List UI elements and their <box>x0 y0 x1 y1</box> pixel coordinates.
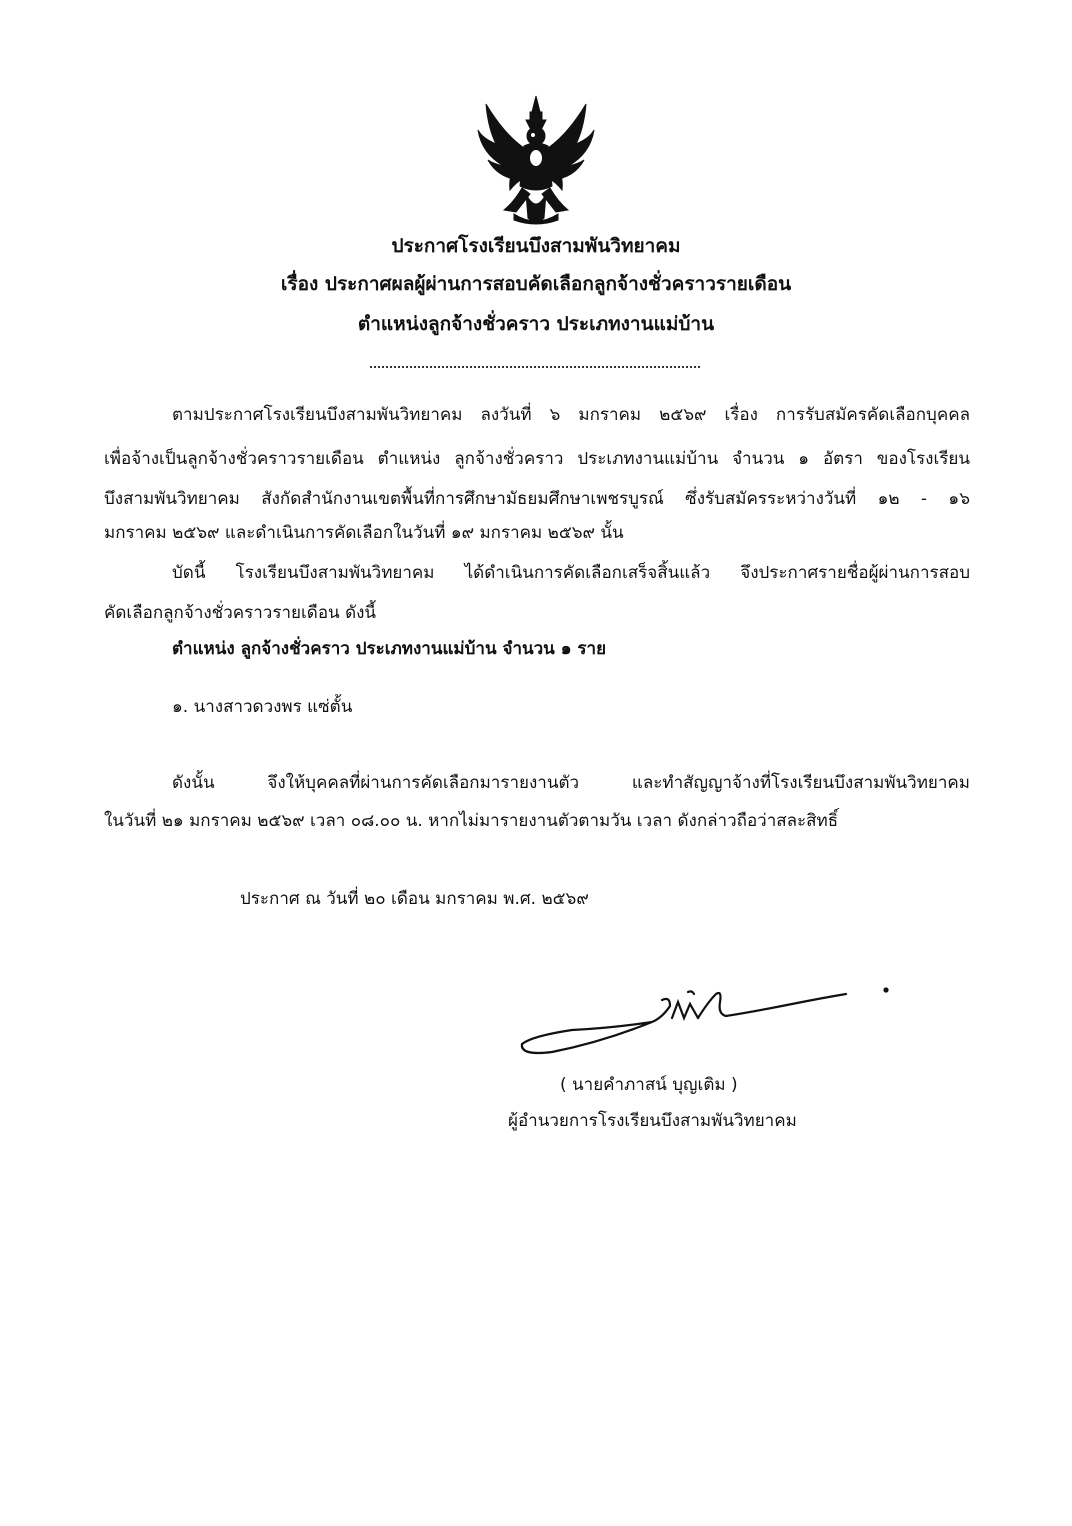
paragraph-1-line-4: มกราคม ๒๕๖๙ และดำเนินการคัดเลือกในวันที่ ๑๙ มกราคม ๒๕๖๙ นั้น <box>104 523 624 543</box>
announcement-position: ตำแหน่งลูกจ้างชั่วคราว ประเภทงานแม่บ้าน <box>357 313 715 335</box>
signatory-title: ผู้อำนวยการโรงเรียนบึงสามพันวิทยาคม <box>508 1111 797 1131</box>
position-heading: ตำแหน่ง ลูกจ้างชั่วคราว ประเภทงานแม่บ้าน จำนวน ๑ ราย <box>172 639 607 659</box>
garuda-emblem-icon <box>474 94 598 228</box>
candidate-list-item: ๑. นางสาวดวงพร แซ่ตั้น <box>172 697 353 717</box>
paragraph-2-line-1: บัดนี้ โรงเรียนบึงสามพันวิทยาคม ได้ดำเนินการคัดเลือกเสร็จสิ้นแล้ว จึงประกาศรายชื่อผู้ผ่านการสอบ <box>172 563 970 583</box>
signatory-name: ( นายคำภาสน์ บุญเติม ) <box>560 1075 738 1095</box>
paragraph-1-line-1: ตามประกาศโรงเรียนบึงสามพันวิทยาคม ลงวันที่ ๖ มกราคม ๒๕๖๙ เรื่อง การรับสมัครคัดเลือกบุคคล <box>172 405 970 425</box>
paragraph-3-line-2: ในวันที่ ๒๑ มกราคม ๒๕๖๙ เวลา ๐๘.๐๐ น. หากไม่มารายงานตัวตามวัน เวลา ดังกล่าวถือว่าสละสิทธิ์ <box>104 811 839 831</box>
announcement-date: ประกาศ ณ วันที่ ๒๐ เดือน มกราคม พ.ศ. ๒๕๖๙ <box>240 889 589 909</box>
paragraph-1-line-3: บึงสามพันวิทยาคม สังกัดสำนักงานเขตพื้นที่การศึกษามัธยมศึกษาเพชรบูรณ์ ซึ่งรับสมัครระหว่างวันที่ ๑๒ - ๑๖ <box>104 489 970 509</box>
announcement-issuer: ประกาศโรงเรียนบึงสามพันวิทยาคม <box>391 235 681 257</box>
paragraph-1-line-2: เพื่อจ้างเป็นลูกจ้างชั่วคราวรายเดือน ตำแหน่ง ลูกจ้างชั่วคราว ประเภทงานแม่บ้าน จำนวน ๑ อัตรา ของโรงเรียน <box>104 449 970 469</box>
announcement-subject: เรื่อง ประกาศผลผู้ผ่านการสอบคัดเลือกลูกจ้างชั่วคราวรายเดือน <box>280 273 792 295</box>
dotted-divider <box>370 352 700 368</box>
paragraph-2-line-2: คัดเลือกลูกจ้างชั่วคราวรายเดือน ดังนี้ <box>104 603 377 623</box>
paragraph-3-line-1: ดังนั้น จึงให้บุคคลที่ผ่านการคัดเลือกมารายงานตัว และทำสัญญาจ้างที่โรงเรียนบึงสามพันวิทยาคม <box>172 773 970 793</box>
signature-image <box>512 982 892 1062</box>
